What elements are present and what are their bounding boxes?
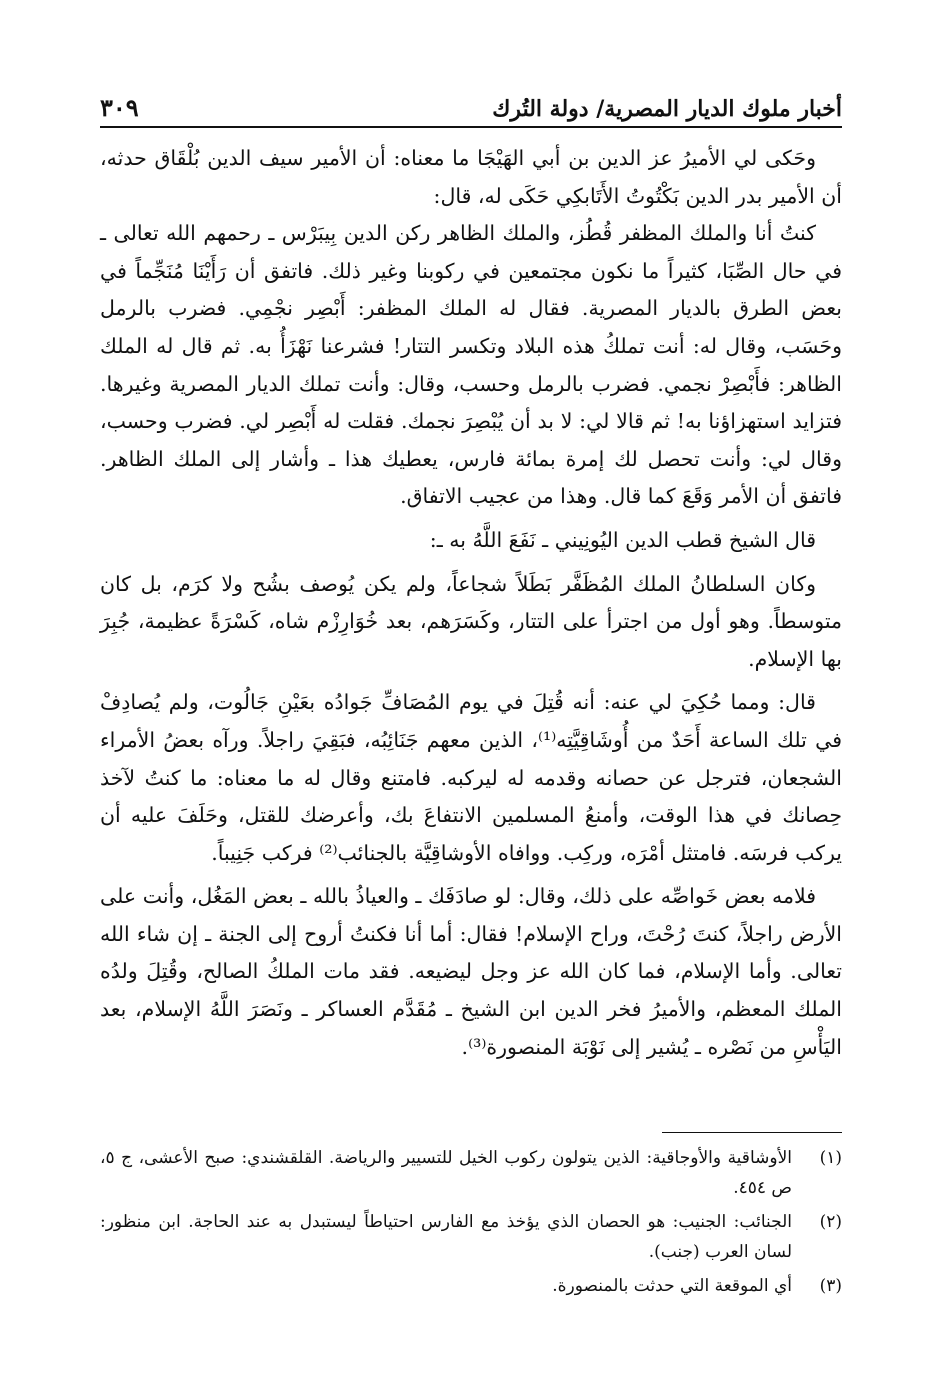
footnote-marker: (٢) [819, 1212, 842, 1232]
footnote-divider [662, 1132, 842, 1133]
running-header [100, 86, 842, 128]
paragraph: وحَكى لي الأميرُ عز الدين بن أبي الهَيْجَا ما معناه: أن الأمير سيف الدين بُلْقَاق حدثه، أن الأمير بدر الدين بَكْتُوتُ الأَتَابكِي حَكَى له، قال: [100, 146, 842, 208]
paragraph: فلامه بعض خَواصِّه على ذلك، وقال: لو صادَفَك ـ والعياذُ بالله ـ بعض المَغُل، وأنت على الأرض راجلاً، كنتَ رُحْتَ، وراح الإسلام! فقال: أما أنا فكنتُ أروح إلى الجنة ـ إن شاء الله تعالى. وأما الإسلام، فما كان الله عز وجل ليضيعه. فقد مات الملكُ الصالح، وقُتِلَ ولدُه الملك المعظم، والأميرُ فخر الدين ابن الشيخ ـ مُقَدَّم العساكر ـ ونَصَرَ اللَّهُ الإسلام، بعد اليَأْسِ من نَصْره ـ يُشير إلى نَوْبَة المنصورة⁽³⁾. [100, 884, 842, 1059]
footnote [100, 1271, 842, 1301]
paragraph: وكان السلطانُ الملك المُظَفَّر بَطَلاً شجاعاً، ولم يكن يُوصف بشُح ولا كرَم، بل كان متوسطاً. وهو أول من اجترأ على التتار، وكَسَرَهم، بعد خُوَارِزْم شاه، كَسْرَةً عظيمة، جُبِرَ بها الإسلام. [100, 571, 842, 671]
paragraph: قال الشيخ قطب الدين اليُونِيني ـ نَفَعَ اللَّهُ به ـ: [429, 527, 816, 552]
main-text [100, 140, 842, 1072]
footnote-marker: (٣) [819, 1276, 842, 1296]
footnotes [100, 1143, 842, 1305]
footnote-text: الأوشاقية والأوجاقية: الذين يتولون ركوب الخيل للتسيير والرياضة. القلقشندي: صبح الأعشى، ج ٥، ص ٤٥٤. [100, 1148, 792, 1198]
paragraph: قال: ومما حُكِيَ لي عنه: أنه قُتِلَ في يوم المُصَافِّ جَوادُه بعَيْنِ جَالُوت، ولم يُصادِفْ في تلك الساعة أَحَدٌ من أُوشَاقِيَّتِه⁽¹⁾، الذين معهم جَنَائِبُه، فبَقِيَ راجلاً. ورآه بعضُ الأمراء الشجعان، فترجل عن حصانه وقدمه له ليركبه. فامتنع وقال له ما معناه: ما كنتُ لآخذ حِصانك في هذا الوقت، وأمنعُ المسلمين الانتفاعَ بك، وأعرضك للقتل، وحَلَفَ عليه أن يركب فرسَه. فامتثل أمْرَه، وركِب. ووافاه الأوشاقِيَّة بالجنائب⁽²⁾ فركب جَنِيباً. [100, 690, 842, 865]
footnote-text: أي الموقعة التي حدثت بالمنصورة. [552, 1276, 792, 1296]
paragraph: كنتُ أنا والملك المظفر قُطُز، والملك الظاهر ركن الدين بِيبَرْس ـ رحمهم الله تعالى ـ في حال الصِّبَا، كثيراً ما نكون مجتمعين في ركوبنا وغير ذلك. فاتفق أن رَأَيْنَا مُنَجِّماً في بعض الطرق بالديار المصرية. فقال له الملك المظفر: أَبْصِر نجْمِي. فضرب بالرمل وحَسَب، وقال له: أنت تملكُ هذه البلاد وتكسر التتار! فشرعنا نَهْزَأُ به. ثم قال له الملك الظاهر: فأَبْصِرْ نجمي. فضرب بالرمل وحسب، وقال: وأنت تملك الديار المصرية وغيرها. فتزايد استهزاؤنا به! ثم قالا لي: لا بد أن يُبْصِرَ نجمك. فقلت له أَبْصِر لي. فضرب وحسب، وقال لي: وأنت تحصل لك إمرة بمائة فارس، يعطيك هذا ـ وأشار إلى الملك الظاهر. فاتفق أن الأمر وَقَعَ كما قال. وهذا من عجيب الاتفاق. [100, 221, 842, 509]
footnote [100, 1207, 842, 1267]
page-number: ٣٠٩ [100, 93, 139, 122]
footnote [100, 1143, 842, 1203]
footnote-marker: (١) [819, 1148, 842, 1168]
header-title: أخبار ملوك الديار المصرية/ دولة التُرك [492, 96, 842, 122]
footnote-text: الجنائب: الجنيب: هو الحصان الذي يؤخذ مع الفارس احتياطاً ليستبدل به عند الحاجة. ابن منظور: لسان العرب (جنب). [100, 1212, 792, 1262]
